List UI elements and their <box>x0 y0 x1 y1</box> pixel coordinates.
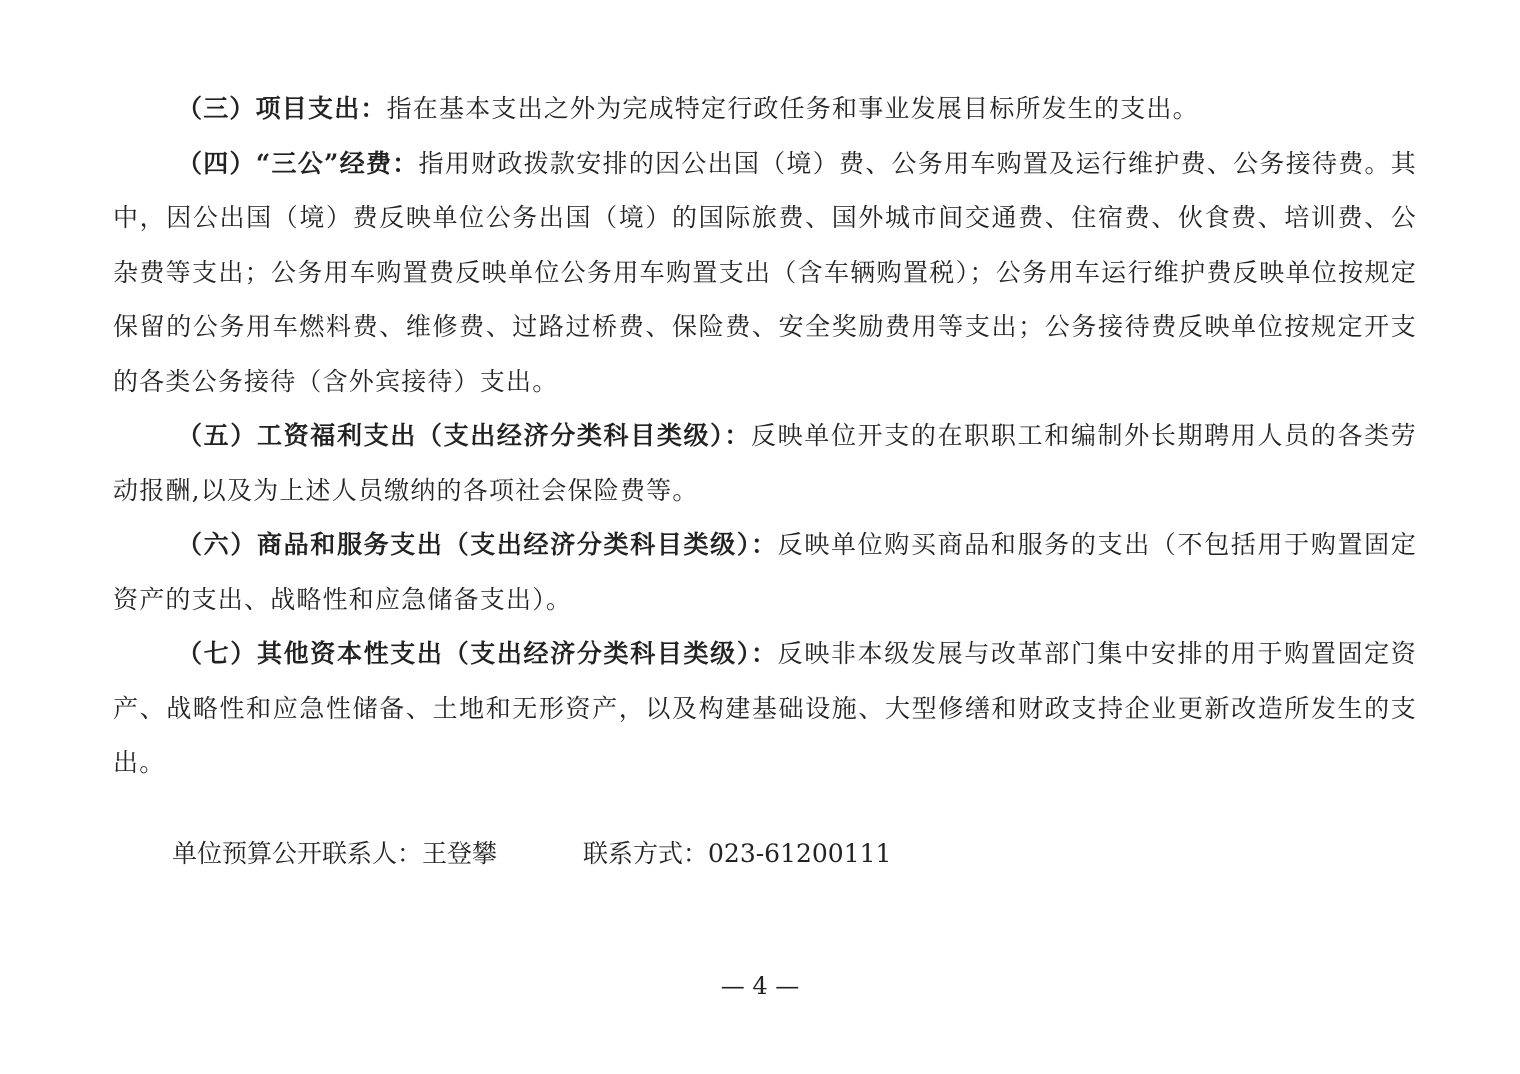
paragraph-term: （六）商品和服务支出（支出经济分类科目类级）： <box>177 530 778 559</box>
paragraph-text: 反映单位购买商品和服务的支出（不包括用于购置固定资产的支出、战略性和应急储备支出）。 <box>113 530 1417 614</box>
contact-person: 单位预算公开联系人：王登攀 <box>172 839 498 868</box>
paragraph-text: 反映非本级发展与改革部门集中安排的用于购置固定资产、战略性和应急性储备、土地和无形资产，以及构建基础设施、大型修缮和财政支持企业更新改造所发生的支出。 <box>113 639 1417 777</box>
paragraph-term: （三）项目支出： <box>177 94 387 123</box>
paragraph-wage-welfare-expenditure <box>113 409 1417 518</box>
paragraph-text: 反映单位开支的在职职工和编制外长期聘用人员的各类劳动报酬,以及为上述人员缴纳的各项社会保险费等。 <box>113 421 1417 505</box>
contact-method: 联系方式：023-61200111 <box>583 839 892 868</box>
paragraph-text: 指在基本支出之外为完成特定行政任务和事业发展目标所发生的支出。 <box>386 94 1199 123</box>
paragraph-text: 指用财政拨款安排的因公出国（境）费、公务用车购置及运行维护费、公务接待费。其中，因公出国（境）费反映单位公务出国（境）的国际旅费、国外城市间交通费、住宿费、伙食费、培训费、公杂费等支出；公务用车购置费反映单位公务用车购置支出（含车辆购置税）；公务用车运行维护费反映单位按规定保留的公务用车燃料费、维修费、过路过桥费、保险费、安全奖励费用等支出；公务接待费反映单位按规定开支的各类公务接待（含外宾接待）支出。 <box>113 148 1418 396</box>
paragraph-term: （四）“三公”经费： <box>177 148 419 178</box>
page-number: — 4 — <box>720 972 800 1000</box>
contact-line <box>172 832 891 876</box>
paragraph-goods-services-expenditure <box>113 518 1417 627</box>
paragraph-other-capital-expenditure <box>113 627 1417 791</box>
body-text <box>113 82 1417 791</box>
paragraph-three-public-expenses <box>113 137 1417 410</box>
paragraph-project-expenditure <box>113 82 1417 137</box>
paragraph-term: （五）工资福利支出（支出经济分类科目类级）： <box>177 421 751 450</box>
paragraph-term: （七）其他资本性支出（支出经济分类科目类级）： <box>177 639 778 668</box>
